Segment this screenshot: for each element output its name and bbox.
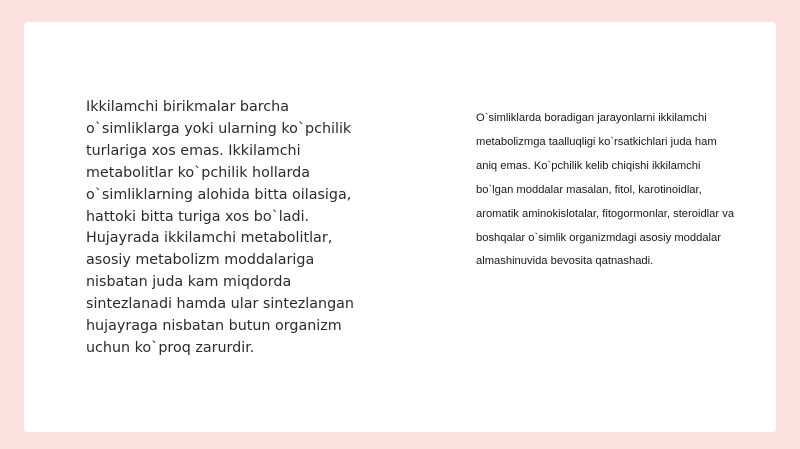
slide-card — [24, 22, 776, 432]
left-paragraph: Ikkilamchi birikmalar barcha o`simliklarga yoki ularning ko`pchilik turlariga xos emas. Ikkilamchi metabolitlar ko`pchilik hollarda o`simliklarning alohida bitta oilasiga, hattoki bitta turiga xos bo`ladi. Hujayrada ikkilamchi metabolitlar, asosiy metabolizm moddalariga nisbatan juda kam miqdorda sintezlanadi hamda ular sintezlangan hujayraga nisbatan butun organizm uchun ko`proq zarurdir. — [86, 99, 354, 356]
right-paragraph: O`simliklarda boradigan jarayonlarni ikkilamchi metabolizmga taalluqligi ko`rsatkichlari juda ham aniq emas. Ko`pchilik kelib chiqishi ikkilamchi bo`lgan moddalar masalan, fitol, karotinoidlar, aromatik aminokislotalar, fitogormonlar, steroidlar va boshqalar o`simlik organizmdagi asosiy moddalar almashinuvida bevosita qatnashadi. — [476, 112, 735, 268]
